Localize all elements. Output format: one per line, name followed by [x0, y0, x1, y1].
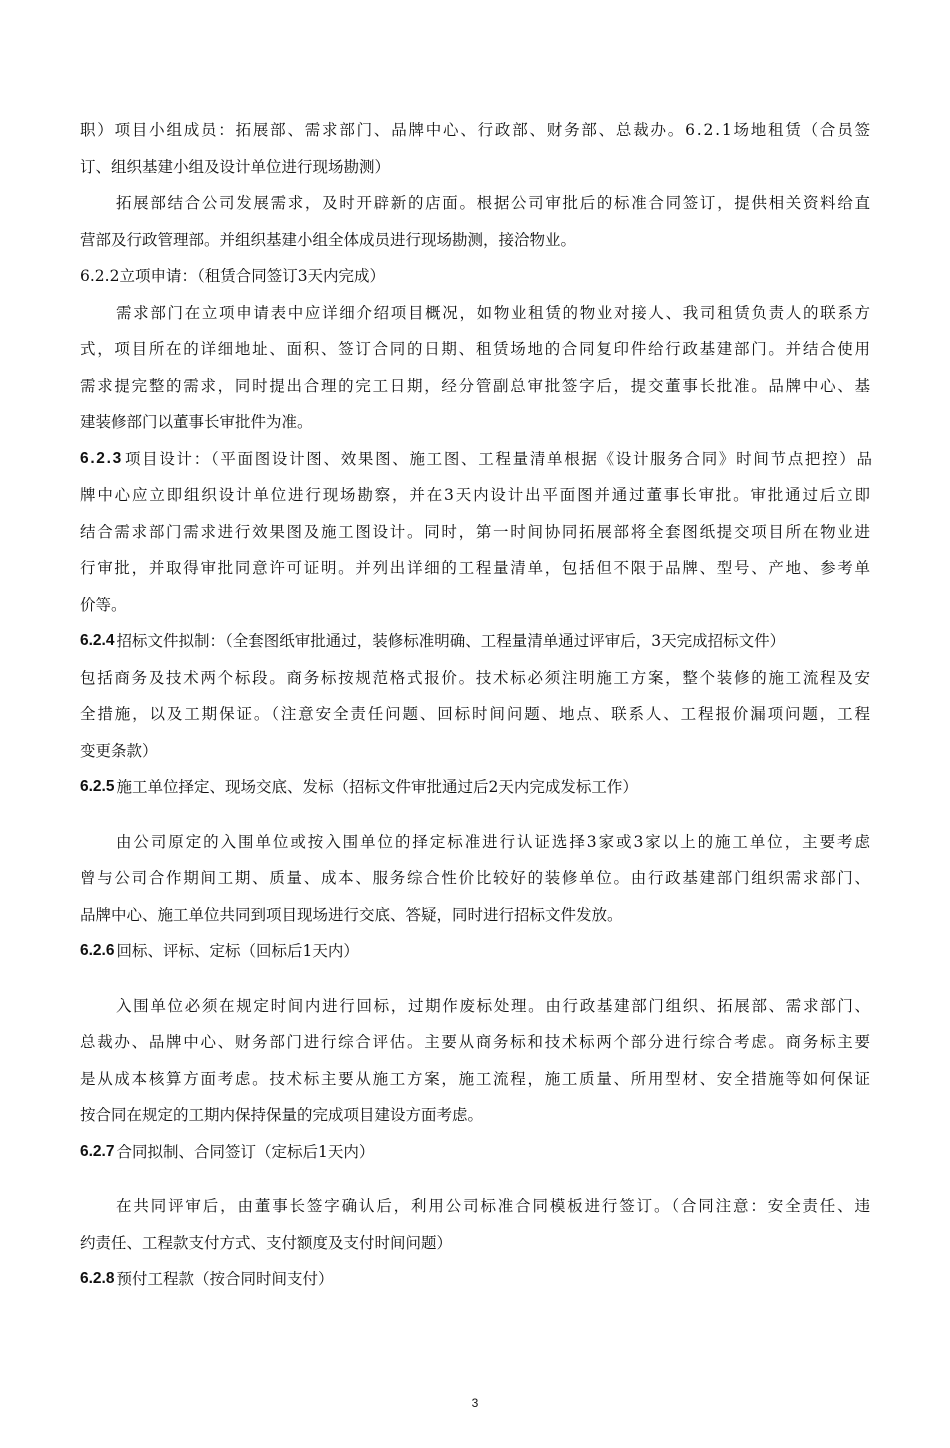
- spacer: [80, 970, 870, 988]
- line-text: 预付工程款（按合同时间支付）: [116, 1270, 334, 1288]
- line-text: 行审批，并取得审批同意许可证明。并列出详细的工程量清单，包括但不限于品牌、型号、产地、参考单: [80, 559, 872, 577]
- text-line: [80, 149, 870, 186]
- text-line: [80, 1024, 870, 1061]
- text-line: [80, 477, 870, 514]
- page-number: 3: [471, 1396, 479, 1410]
- document-body: [80, 112, 874, 1298]
- line-text: 结合需求部门需求进行效果图及施工图设计。同时，第一时间协同拓展部将全套图纸提交项目所在物业进: [80, 522, 872, 541]
- line-text: 约责任、工程款支付方式、支付额度及支付时间问题）: [80, 1233, 453, 1252]
- line-text: 变更条款）: [80, 741, 158, 760]
- text-line: [80, 404, 870, 441]
- line-text: 品牌中心、施工单位共同到项目现场进行交底、答疑，同时进行招标文件发放。: [80, 905, 623, 924]
- line-text: 需求部门在立项申请表中应详细介绍项目概况，如物业租赁的物业对接人、我司租赁负责人的联系方: [116, 303, 872, 322]
- spacer: [80, 1170, 870, 1188]
- section-heading: [80, 258, 870, 295]
- line-text: 价等。: [80, 595, 127, 614]
- paragraph-line: [80, 824, 870, 861]
- paragraph-line: [80, 988, 870, 1025]
- section-heading: [80, 1134, 870, 1171]
- text-line: [80, 550, 870, 587]
- text-line: [80, 696, 870, 733]
- paragraph-line: [80, 185, 870, 222]
- line-text: 拓展部结合公司发展需求，及时开辟新的店面。根据公司审批后的标准合同签订，提供相关资料给直: [116, 194, 872, 212]
- section-number: 6.2.5: [80, 778, 115, 795]
- section-heading: [80, 933, 870, 970]
- text-line: [80, 368, 870, 405]
- line-text: 由公司原定的入围单位或按入围单位的择定标准进行认证选择3家或3家以上的施工单位，主要考虑: [116, 832, 872, 851]
- text-line: [80, 1097, 870, 1134]
- line-text: 项目设计：（平面图设计图、效果图、施工图、工程量清单根据《设计服务合同》时间节点把控）品: [124, 449, 874, 468]
- text-line: [80, 860, 870, 897]
- line-text: 需求提完整的需求，同时提出合理的完工日期，经分管副总审批签字后，提交董事长批准。品牌中心、基: [80, 376, 872, 395]
- text-line: [80, 587, 870, 624]
- line-text: 曾与公司合作期间工期、质量、成本、服务综合性价比较好的装修单位。由行政基建部门组织需求部门、: [80, 869, 872, 887]
- paragraph-line: [80, 295, 870, 332]
- line-text: 包括商务及技术两个标段。商务标按规范格式报价。技术标必须注明施工方案，整个装修的施工流程及安: [80, 668, 872, 687]
- section-number: 6.2.7: [80, 1142, 115, 1160]
- section-number: 6.2.6: [80, 942, 115, 959]
- text-line: [80, 331, 870, 368]
- section-number: 6.2.4: [80, 632, 115, 649]
- text-line: [80, 897, 870, 934]
- section-number: 6.2.8: [80, 1270, 115, 1287]
- line-text: 营部及行政管理部。并组织基建小组全体成员进行现场勘测，接洽物业。: [80, 230, 577, 249]
- line-text: 建装修部门以董事长审批件为准。: [80, 413, 313, 431]
- section-heading: [80, 1261, 870, 1298]
- paragraph-line: [80, 1188, 870, 1225]
- section-heading: [80, 769, 870, 806]
- line-text: 施工单位择定、现场交底、发标（招标文件审批通过后2天内完成发标工作）: [116, 778, 638, 796]
- line-text: 总裁办、品牌中心、财务部门进行综合评估。主要从商务标和技术标两个部分进行综合考虑。商务标主要: [80, 1033, 872, 1051]
- line-text: 6.2.2立项申请：（租赁合同签订3天内完成）: [80, 267, 386, 285]
- spacer: [80, 806, 870, 824]
- line-text: 全措施，以及工期保证。（注意安全责任问题、回标时间问题、地点、联系人、工程报价漏项问题，工程: [80, 705, 872, 723]
- line-text: 职）项目小组成员：拓展部、需求部门、品牌中心、行政部、财务部、总裁办。6.2.1场地租赁（合员签: [80, 121, 872, 139]
- line-text: 入围单位必须在规定时间内进行回标，过期作废标处理。由行政基建部门组织、拓展部、需求部门、: [116, 996, 872, 1015]
- line-text: 合同拟制、合同签订（定标后1天内）: [116, 1142, 375, 1161]
- line-text: 牌中心应立即组织设计单位进行现场勘察，并在3天内设计出平面图并通过董事长审批。审批通过后立即: [80, 486, 872, 504]
- text-line: [80, 514, 870, 551]
- text-line: [80, 1061, 870, 1098]
- line-text: 订、组织基建小组及设计单位进行现场勘测）: [80, 157, 391, 176]
- text-line: [80, 733, 870, 770]
- section-number: 6.2.3: [80, 449, 123, 467]
- text-line: [80, 1225, 870, 1262]
- line-text: 回标、评标、定标（回标后1天内）: [116, 942, 359, 960]
- line-text: 在共同评审后，由董事长签字确认后，利用公司标准合同模板进行签订。（合同注意：安全责任、违: [116, 1197, 872, 1215]
- section-heading: [80, 623, 870, 660]
- text-line: [80, 222, 870, 259]
- line-text: 招标文件拟制：（全套图纸审批通过，装修标准明确、工程量清单通过评审后，3天完成招标文件）: [116, 632, 786, 650]
- section-heading: [80, 441, 874, 478]
- line-text: 按合同在规定的工期内保持保量的完成项目建设方面考虑。: [80, 1106, 484, 1124]
- text-line: [80, 112, 870, 149]
- line-text: 是从成本核算方面考虑。技术标主要从施工方案，施工流程，施工质量、所用型材、安全措施等如何保证: [80, 1069, 872, 1088]
- text-line: [80, 660, 870, 697]
- line-text: 式，项目所在的详细地址、面积、签订合同的日期、租赁场地的合同复印件给行政基建部门。并结合使用: [80, 340, 872, 358]
